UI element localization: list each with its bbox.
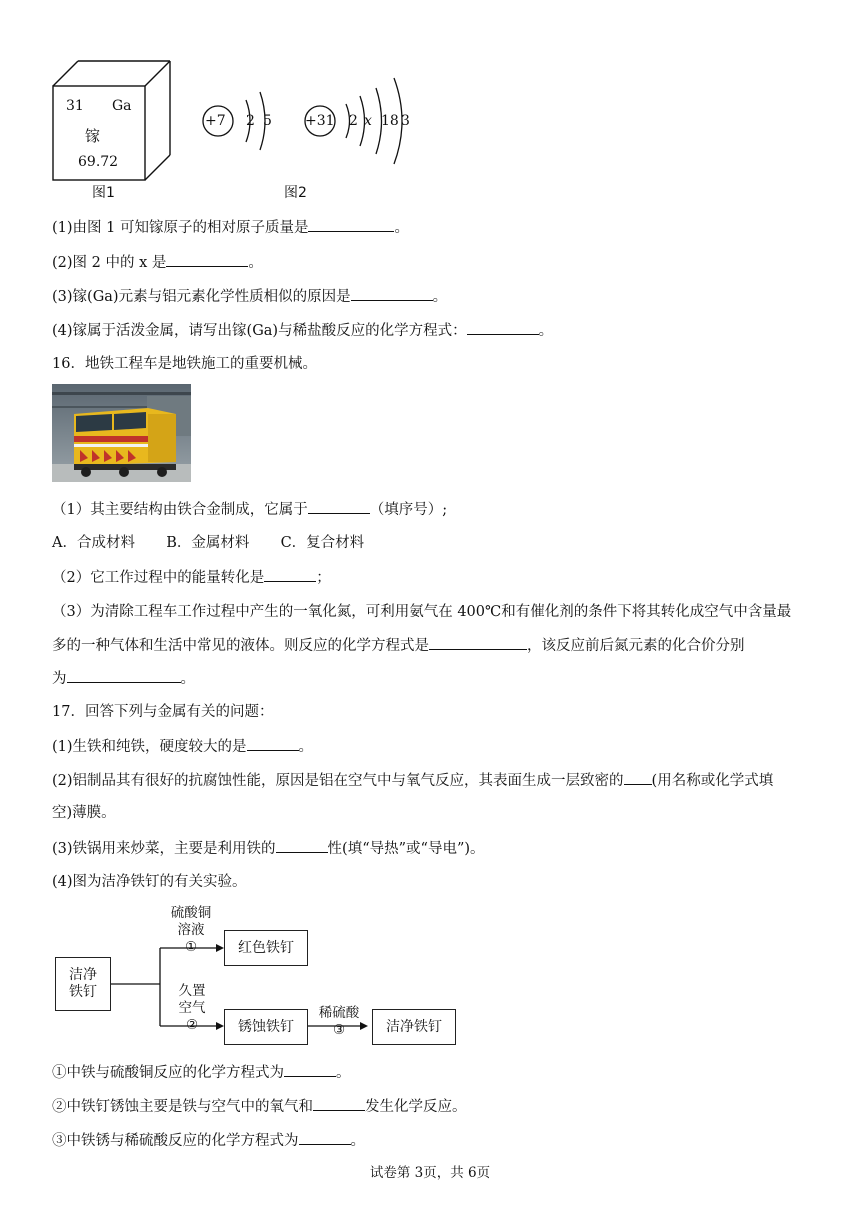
answer-blank[interactable] <box>264 567 316 582</box>
answer-blank[interactable] <box>276 838 328 853</box>
flow-start-box: 洁净 铁钉 <box>55 957 111 1011</box>
locomotive-photo <box>52 384 191 482</box>
q15-part2: (2)图 2 中的 x 是 。 <box>52 252 263 273</box>
flow-acid-label: 稀硫酸 ③ <box>318 1005 360 1038</box>
q17-part1: (1)生铁和纯铁，硬度较大的是 。 <box>52 736 313 757</box>
answer-blank[interactable] <box>308 499 370 514</box>
answer-blank[interactable] <box>429 635 527 650</box>
q16-part3-line2: 多的一种气体和生活中常见的液体。则反应的化学方程式是 ，该反应前后氮元素的化合价分别 <box>52 635 745 656</box>
option-c[interactable]: C．复合材料 <box>280 535 365 551</box>
answer-blank[interactable] <box>624 770 652 785</box>
figure-1-caption: 图1 <box>92 185 115 201</box>
q16-part1: （1）其主要结构由铁合金制成，它属于 （填序号）; <box>52 499 447 520</box>
answer-blank[interactable] <box>313 1096 365 1111</box>
page-footer: 试卷第 3页，共 6页 <box>369 1165 491 1181</box>
shell-ga-1: 2 <box>349 113 358 129</box>
atomic-number: 31 <box>66 98 84 114</box>
element-name: 镓 <box>85 127 101 145</box>
q16-part3-line1: （3）为清除工程车工作过程中产生的一氧化氮，可利用氨气在 400℃和有催化剂的条件下将其转化成空气中含量最 <box>52 604 792 620</box>
figure-2-caption: 图2 <box>284 185 307 201</box>
answer-blank[interactable] <box>308 217 394 232</box>
q15-part3: (3)镓(Ga)元素与铝元素化学性质相似的原因是 。 <box>52 286 447 307</box>
q17-sub2: ②中铁钉锈蚀主要是铁与空气中的氧气和 发生化学反应。 <box>52 1096 467 1117</box>
flow-top-label: 硫酸铜 溶液 ① <box>170 905 212 955</box>
flow-red-nail-box: 红色铁钉 <box>224 930 308 966</box>
shell-ga-3: 18 <box>381 113 399 129</box>
shell-ga-4: 3 <box>401 113 410 129</box>
answer-blank[interactable] <box>284 1062 336 1077</box>
q17-part2-line2: 空)薄膜。 <box>52 805 116 821</box>
nucleus-ga: +31 <box>305 113 335 129</box>
nucleus-n: +7 <box>205 113 226 129</box>
q17-part4: (4)图为洁净铁钉的有关实验。 <box>52 874 247 890</box>
answer-blank[interactable] <box>351 286 433 301</box>
shell-n-2: 5 <box>263 113 272 129</box>
answer-blank[interactable] <box>299 1130 351 1145</box>
q17-stem: 17．回答下列与金属有关的问题： <box>52 704 274 720</box>
answer-blank[interactable] <box>67 668 181 683</box>
answer-blank[interactable] <box>166 252 248 267</box>
q17-sub3: ③中铁锈与稀硫酸反应的化学方程式为 。 <box>52 1130 365 1151</box>
option-a[interactable]: A．合成材料 <box>52 535 135 551</box>
q17-part3: (3)铁锅用来炒菜，主要是利用铁的 性(填“导热”或“导电”)。 <box>52 838 485 859</box>
flow-clean-nail-box: 洁净铁钉 <box>372 1009 456 1045</box>
q17-sub1: ①中铁与硫酸铜反应的化学方程式为 。 <box>52 1062 351 1083</box>
answer-blank[interactable] <box>247 736 299 751</box>
q15-part1: (1)由图 1 可知镓原子的相对原子质量是 。 <box>52 217 409 238</box>
flow-bottom-label: 久置 空气 ② <box>178 983 206 1033</box>
q15-part4: (4)镓属于活泼金属，请写出镓(Ga)与稀盐酸反应的化学方程式： 。 <box>52 320 553 341</box>
atomic-mass: 69.72 <box>78 154 119 170</box>
q16-part3-line3: 为 。 <box>52 668 195 689</box>
flow-rusted-nail-box: 锈蚀铁钉 <box>224 1009 308 1045</box>
element-symbol: Ga <box>112 98 132 114</box>
q16-part2: （2）它工作过程中的能量转化是 ； <box>52 567 331 588</box>
q17-part2-line1: (2)铝制品其有很好的抗腐蚀性能，原因是铝在空气中与氧气反应，其表面生成一层致密的 (用名称或化学式填 <box>52 770 773 791</box>
q16-options <box>52 533 364 553</box>
shell-n-1: 2 <box>246 113 255 129</box>
option-b[interactable]: B．金属材料 <box>166 535 250 551</box>
q16-stem: 16．地铁工程车是地铁施工的重要机械。 <box>52 356 317 372</box>
answer-blank[interactable] <box>467 320 539 335</box>
shell-ga-2: x <box>364 113 372 129</box>
